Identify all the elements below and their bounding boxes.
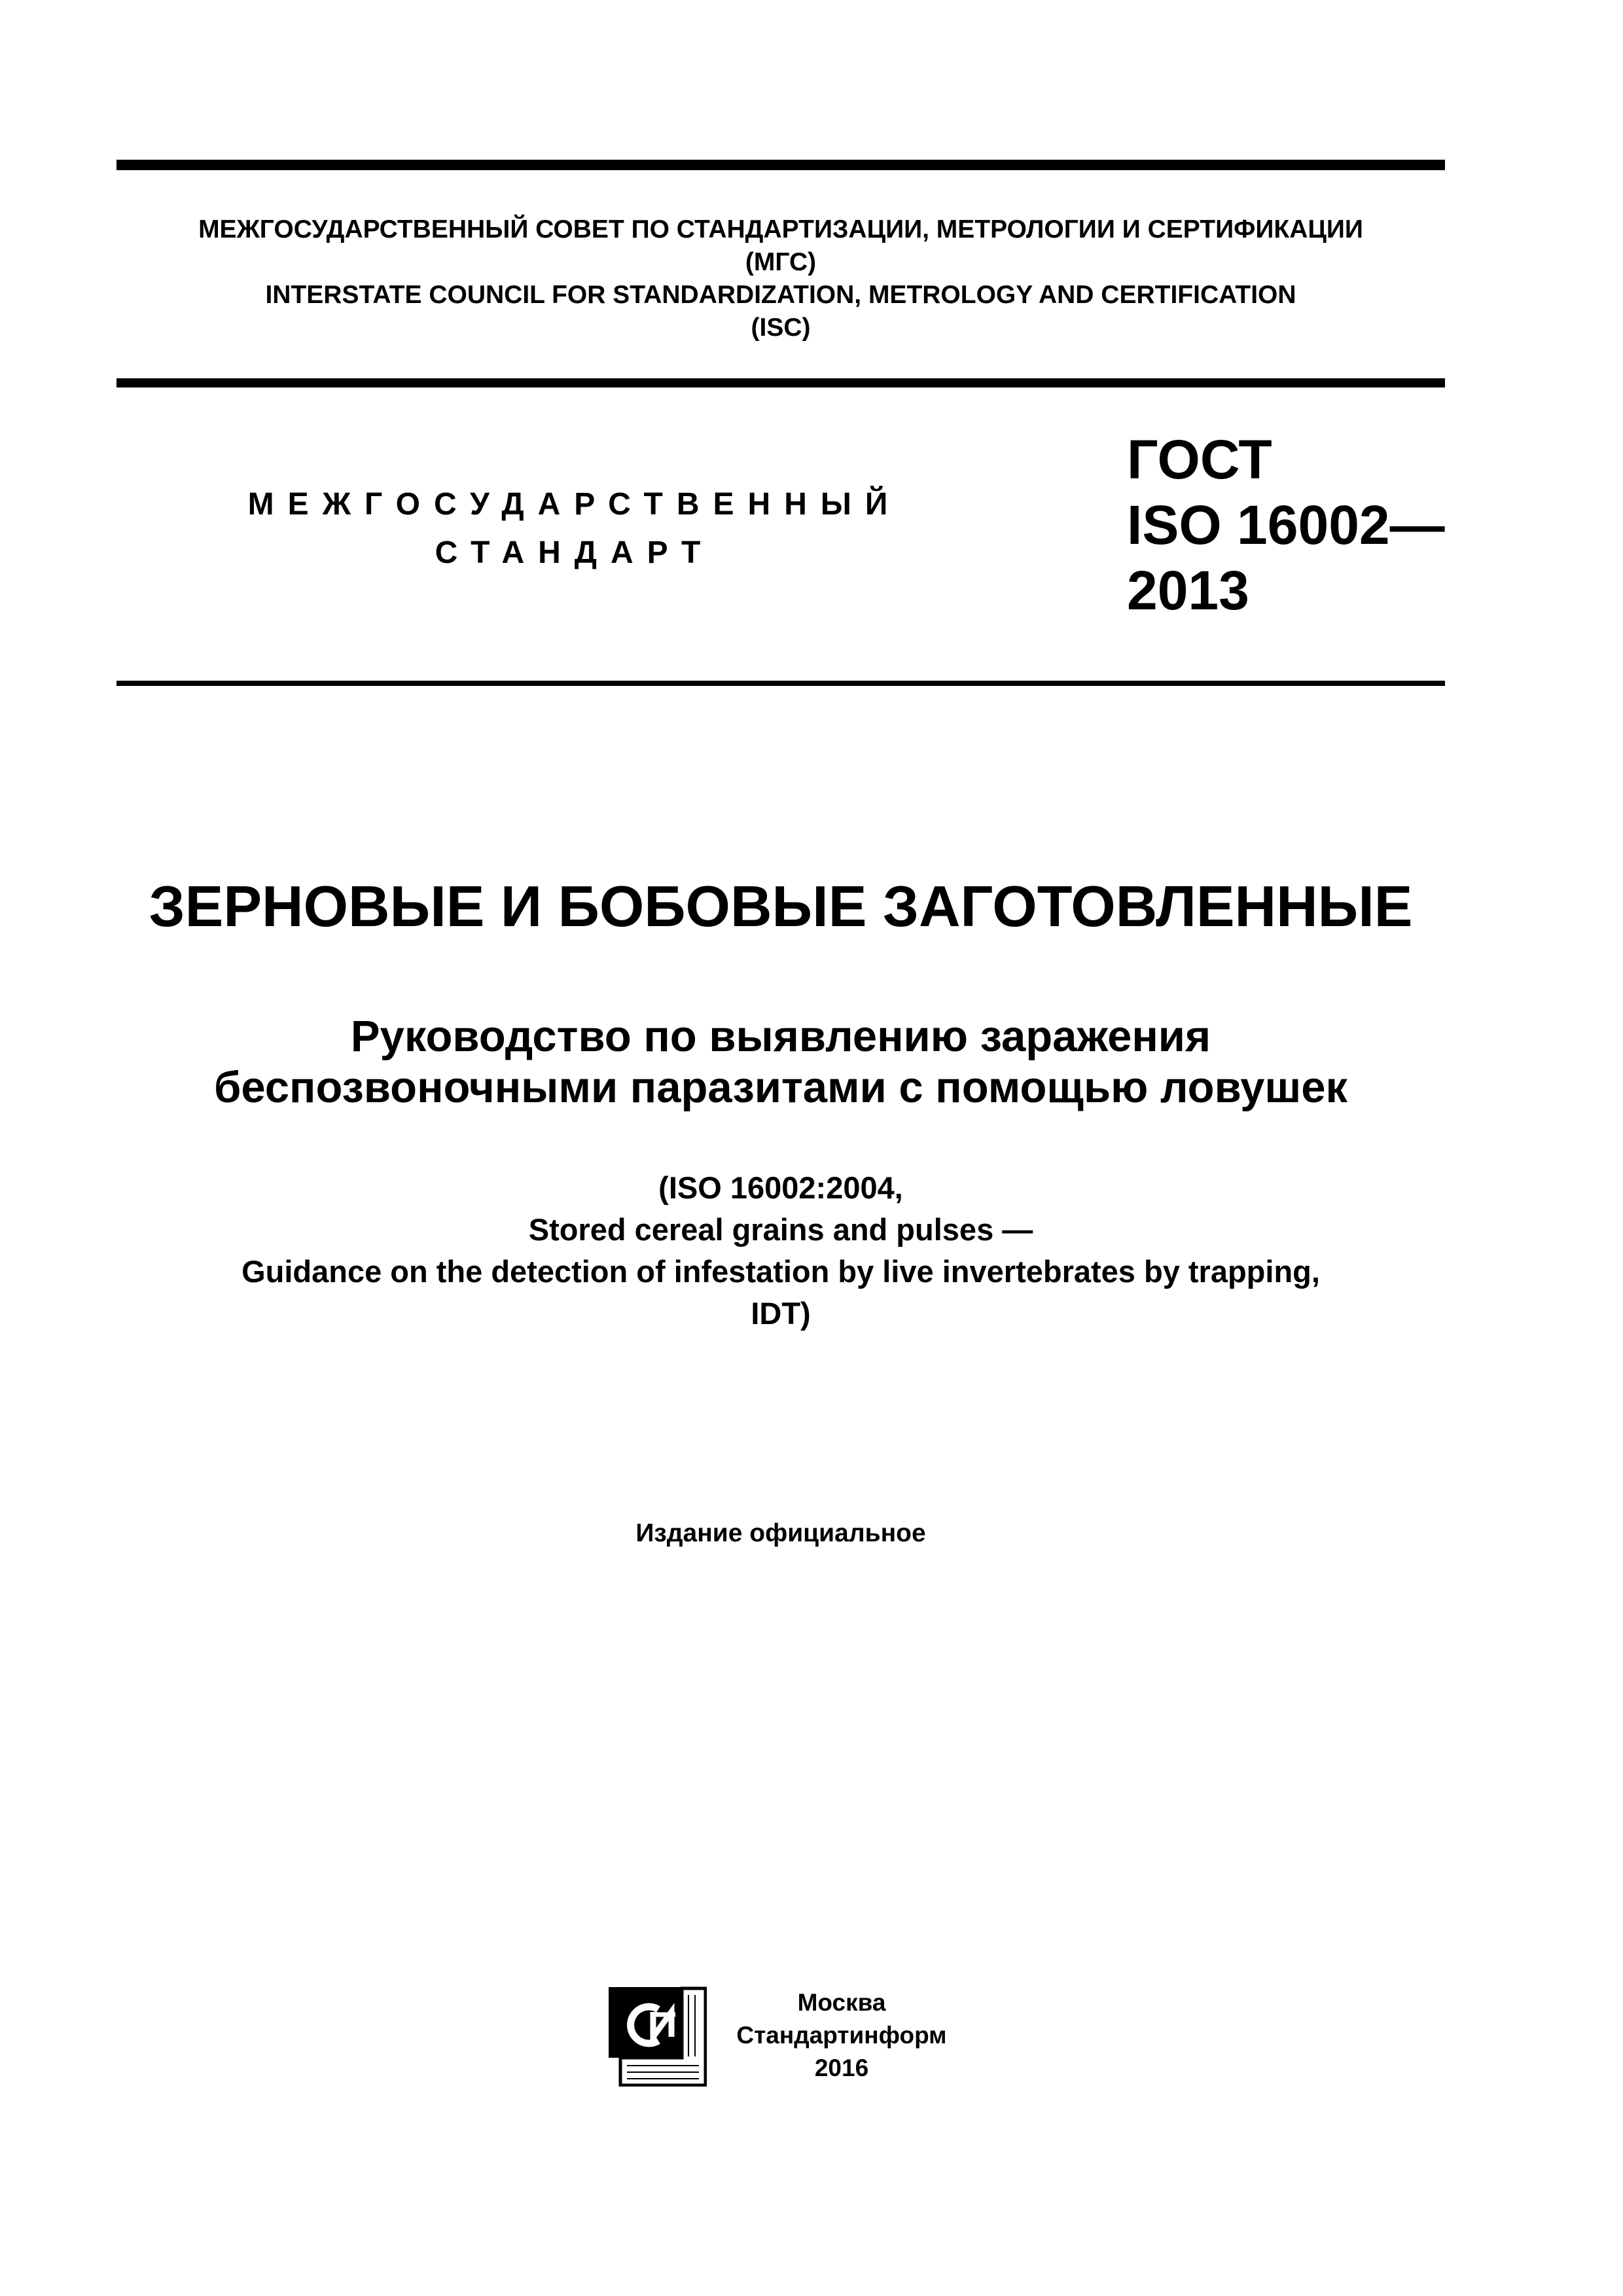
iso-reference — [116, 1167, 1445, 1335]
imprint-publisher: Стандартинформ — [736, 2022, 947, 2049]
standard-kind-line1: МЕЖГОСУДАРСТВЕННЫЙ — [247, 487, 902, 522]
main-title: ЗЕРНОВЫЕ И БОБОВЫЕ ЗАГОТОВЛЕННЫЕ — [149, 874, 1413, 939]
subtitle-line2: беспозвоночными паразитами с помощью ловушек — [214, 1063, 1347, 1112]
standard-number: ISO 16002— — [1127, 494, 1445, 556]
standard-kind — [247, 480, 902, 577]
top-rule — [116, 160, 1445, 170]
iso-reference-line1: (ISO 16002:2004, — [658, 1170, 903, 1205]
imprint-year: 2016 — [814, 2054, 869, 2081]
iso-reference-line2: Stored cereal grains and pulses — — [528, 1212, 1033, 1247]
subtitle-line1: Руководство по выявлению заражения — [350, 1012, 1211, 1061]
council-rule — [116, 378, 1445, 387]
standartinform-logo-icon — [607, 1986, 707, 2087]
council-abbr-en: (ISC) — [751, 314, 811, 342]
edition-label: Издание официальное — [635, 1519, 926, 1547]
council-name-en: INTERSTATE COUNCIL FOR STANDARDIZATION, METROLOGY AND CERTIFICATION — [265, 281, 1296, 309]
council-abbr-ru: (МГС) — [745, 248, 817, 276]
standard-code: ГОСТ — [1127, 429, 1272, 490]
iso-reference-line4: IDT) — [751, 1296, 811, 1331]
imprint-city: Москва — [797, 1989, 886, 2016]
standard-year: 2013 — [1127, 560, 1249, 621]
imprint — [711, 1986, 972, 2085]
council-name-ru: МЕЖГОСУДАРСТВЕННЫЙ СОВЕТ ПО СТАНДАРТИЗАЦИИ, МЕТРОЛОГИИ И СЕРТИФИКАЦИИ — [198, 215, 1363, 243]
council-header — [116, 213, 1445, 344]
iso-reference-line3: Guidance on the detection of infestation by live invertebrates by trapping, — [241, 1254, 1320, 1289]
designation-rule — [116, 681, 1445, 686]
standard-kind-line2: СТАНДАРТ — [435, 535, 715, 570]
standard-designation — [1127, 427, 1445, 623]
subtitle — [116, 1011, 1445, 1113]
